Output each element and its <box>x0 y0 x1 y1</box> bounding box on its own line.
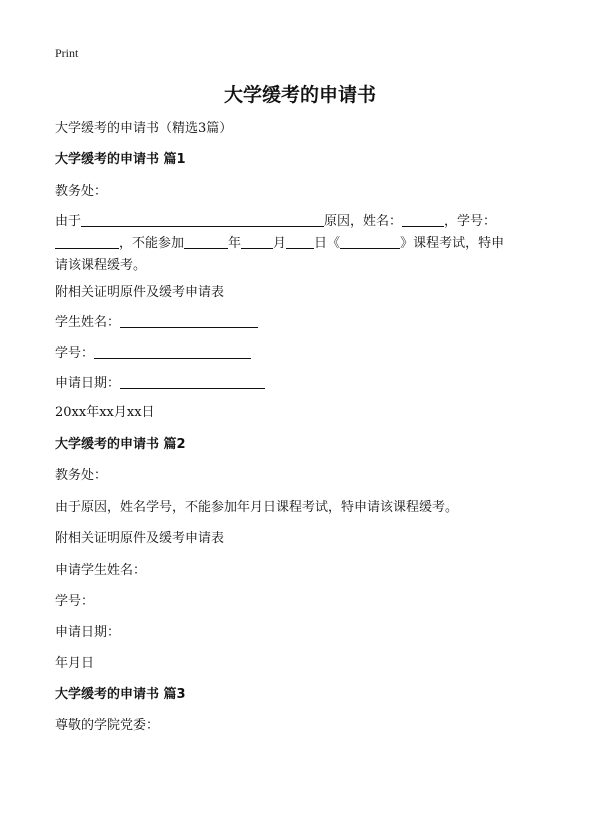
s1-text-6: 请该课程缓考。 <box>55 258 147 273</box>
section2-date-value: 年月日 <box>55 656 95 671</box>
section2-name-label: 申请学生姓名： <box>55 563 147 578</box>
s1-text-5: 》课程考试，特申 <box>400 236 505 251</box>
section1-date-label: 申请日期： <box>55 376 121 391</box>
section1-id-label: 学号： <box>55 346 95 361</box>
document-subtitle: 大学缓考的申请书（精选3篇） <box>55 121 233 136</box>
s1-text-3: ，学号： <box>444 214 497 229</box>
print-label[interactable]: Print <box>55 46 79 60</box>
section1-attachment: 附相关证明原件及缓考申请表 <box>55 285 225 300</box>
s1-text-1: 由于 <box>55 214 82 229</box>
course-blank <box>340 235 400 249</box>
section1-addressee: 教务处： <box>55 184 108 199</box>
section2-attachment: 附相关证明原件及缓考申请表 <box>55 531 225 546</box>
section1-id-row <box>55 345 251 362</box>
section1-heading: 大学缓考的申请书 篇1 <box>55 152 186 167</box>
section2-paragraph: 由于原因，姓名学号，不能参加年月日课程考试，特申请该课程缓考。 <box>55 500 459 515</box>
s1-text-4: ，不能参加 <box>119 236 185 251</box>
section1-date-value: 20xx年xx月xx日 <box>55 405 155 420</box>
section3-heading: 大学缓考的申请书 篇3 <box>55 687 186 702</box>
section1-name-row <box>55 314 258 331</box>
section1-name-blank <box>120 314 258 328</box>
section2-heading: 大学缓考的申请书 篇2 <box>55 437 186 452</box>
s1-month: 月 <box>273 236 287 251</box>
s1-day: 日《 <box>314 236 341 251</box>
name-blank <box>402 213 444 227</box>
day-blank <box>286 235 314 249</box>
document-title: 大学缓考的申请书 <box>223 84 376 106</box>
reason-blank <box>81 213 324 227</box>
section1-id-blank <box>94 345 251 359</box>
section2-date-label: 申请日期： <box>55 625 121 640</box>
section1-name-label: 学生姓名： <box>55 315 121 330</box>
section1-date-blank <box>120 375 265 389</box>
section2-id-label: 学号： <box>55 594 95 609</box>
month-blank <box>241 235 273 249</box>
section1-paragraph <box>55 211 550 277</box>
section2-addressee: 教务处： <box>55 468 108 483</box>
s1-year: 年 <box>228 236 242 251</box>
student-id-blank <box>55 235 119 249</box>
section1-date-row <box>55 375 265 392</box>
section3-addressee: 尊敬的学院党委： <box>55 718 160 733</box>
year-blank <box>184 235 228 249</box>
s1-text-2: 原因，姓名： <box>324 214 403 229</box>
